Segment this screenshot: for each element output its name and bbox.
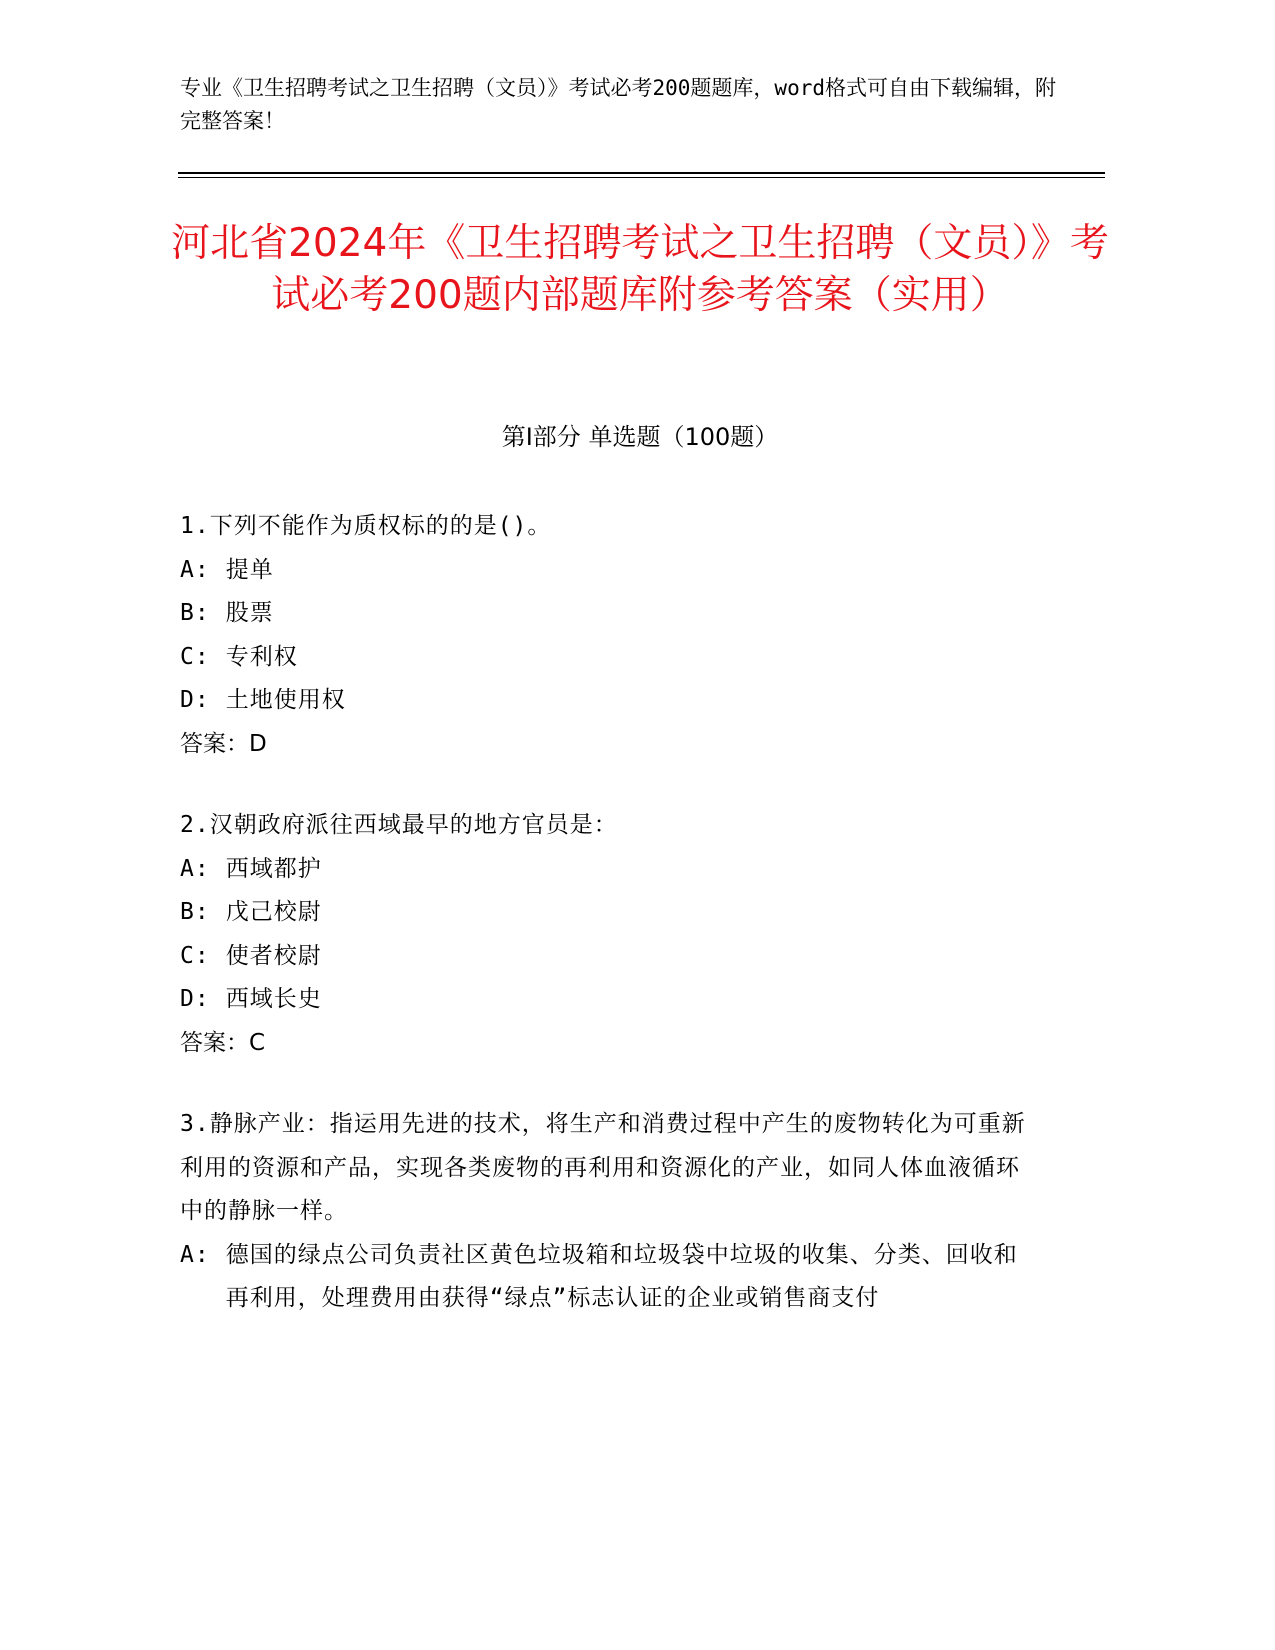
question-stem: 3.静脉产业：指运用先进的技术，将生产和消费过程中产生的废物转化为可重新利用的资源和产品，实现各类废物的再利用和资源化的产业，如同人体血液循环中的静脉一样。 [180, 1111, 1026, 1224]
option-text: 土地使用权 [225, 687, 346, 713]
option-text: 西域都护 [225, 855, 322, 882]
option-text: 专利权 [225, 643, 298, 670]
option-key: D: [180, 687, 210, 713]
option-c [180, 636, 1040, 680]
header-note: 专业《卫生招聘考试之卫生招聘（文员）》考试必考200题题库，word格式可自由下载编辑，附完整答案！ [180, 76, 1056, 133]
option-key: A: [180, 855, 210, 882]
option-d [180, 679, 1040, 723]
question-3 [180, 1103, 1040, 1321]
question-1 [180, 505, 1040, 766]
question-list [180, 505, 1040, 1359]
option-key: B: [180, 899, 210, 925]
option-d [180, 978, 1040, 1022]
question-stem: 2.汉朝政府派往西域最早的地方官员是： [180, 812, 618, 838]
option-text: 西域长史 [225, 986, 322, 1012]
question-stem: 1.下列不能作为质权标的的是()。 [180, 513, 552, 539]
option-text: 戊己校尉 [225, 899, 322, 925]
header-divider-thin [178, 177, 1105, 178]
option-text: 使者校尉 [225, 942, 322, 969]
option-b [180, 592, 1040, 636]
option-key: A: [180, 556, 210, 583]
option-key: D: [180, 986, 210, 1012]
option-b [180, 891, 1040, 935]
option-text: 股票 [225, 600, 274, 626]
header-divider-thick [178, 172, 1105, 174]
option-key: A: [180, 1241, 210, 1268]
section-heading: 第I部分 单选题（100题） [501, 423, 779, 451]
option-a [180, 549, 1040, 593]
answer-line: 答案：C [180, 1029, 266, 1056]
option-c [180, 935, 1040, 979]
option-key: C: [180, 643, 210, 670]
option-a [180, 848, 1040, 892]
option-text: 德国的绿点公司负责社区黄色垃圾箱和垃圾袋中垃圾的收集、分类、回收和再利用，处理费用由获得“绿点”标志认证的企业或销售商支付 [225, 1241, 1018, 1311]
option-key: B: [180, 600, 210, 626]
option-a [180, 1234, 1040, 1321]
document-title: 河北省2024年《卫生招聘考试之卫生招聘（文员）》考试必考200题内部题库附参考答案（实用） [171, 221, 1109, 318]
question-2 [180, 804, 1040, 1065]
option-text: 提单 [225, 556, 274, 583]
option-key: C: [180, 942, 210, 969]
answer-line: 答案：D [180, 730, 267, 757]
